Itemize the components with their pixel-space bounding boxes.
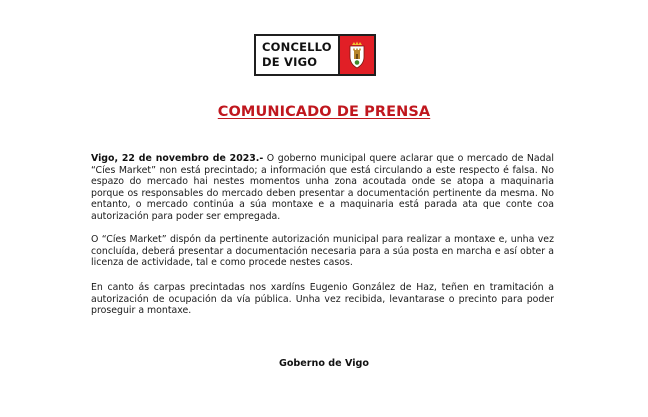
paragraph-1-text: O goberno municipal quere aclarar que o mercado de Nadal “Cíes Market” non está precintado; a información que está circulando a este respecto é falsa. No espazo do mercado hai nestes momentos unha zona acoutada onde se atopa a maquinaria porque os responsables do mercado deben presentar a documentación pertinente da mesma. No entanto, o mercado continúa a súa montaxe e a maquinaria está parada ata que conte coa autorización para poder ser empregada. xyxy=(91,153,554,222)
body-paragraph-1 xyxy=(91,153,554,223)
logo-wordmark xyxy=(256,36,338,74)
body-paragraph-2: O “Cíes Market” dispón da pertinente autorización municipal para realizar a montaxe e, unha vez concluída, deberá presentar a documentación necesaria para a súa posta en marcha e así obter a licenza de actividade, tal e como procede nestes casos. xyxy=(91,234,554,269)
coat-of-arms-icon xyxy=(340,36,374,74)
press-release-title: COMUNICADO DE PRENSA xyxy=(217,104,431,120)
concello-de-vigo-logo xyxy=(254,34,376,76)
logo-line-2: DE VIGO xyxy=(262,55,318,69)
dateline: Vigo, 22 de novembro de 2023.- xyxy=(91,153,264,164)
body-paragraph-3: En canto ás carpas precintadas nos xardíns Eugenio González de Haz, teñen en tramitación a autorización de ocupación da vía pública. Unha vez recibida, levantarase o precinto para poder proseguir a montaxe. xyxy=(91,282,554,317)
logo-line-1: CONCELLO xyxy=(262,40,332,54)
signature: Goberno de Vigo xyxy=(278,358,370,369)
